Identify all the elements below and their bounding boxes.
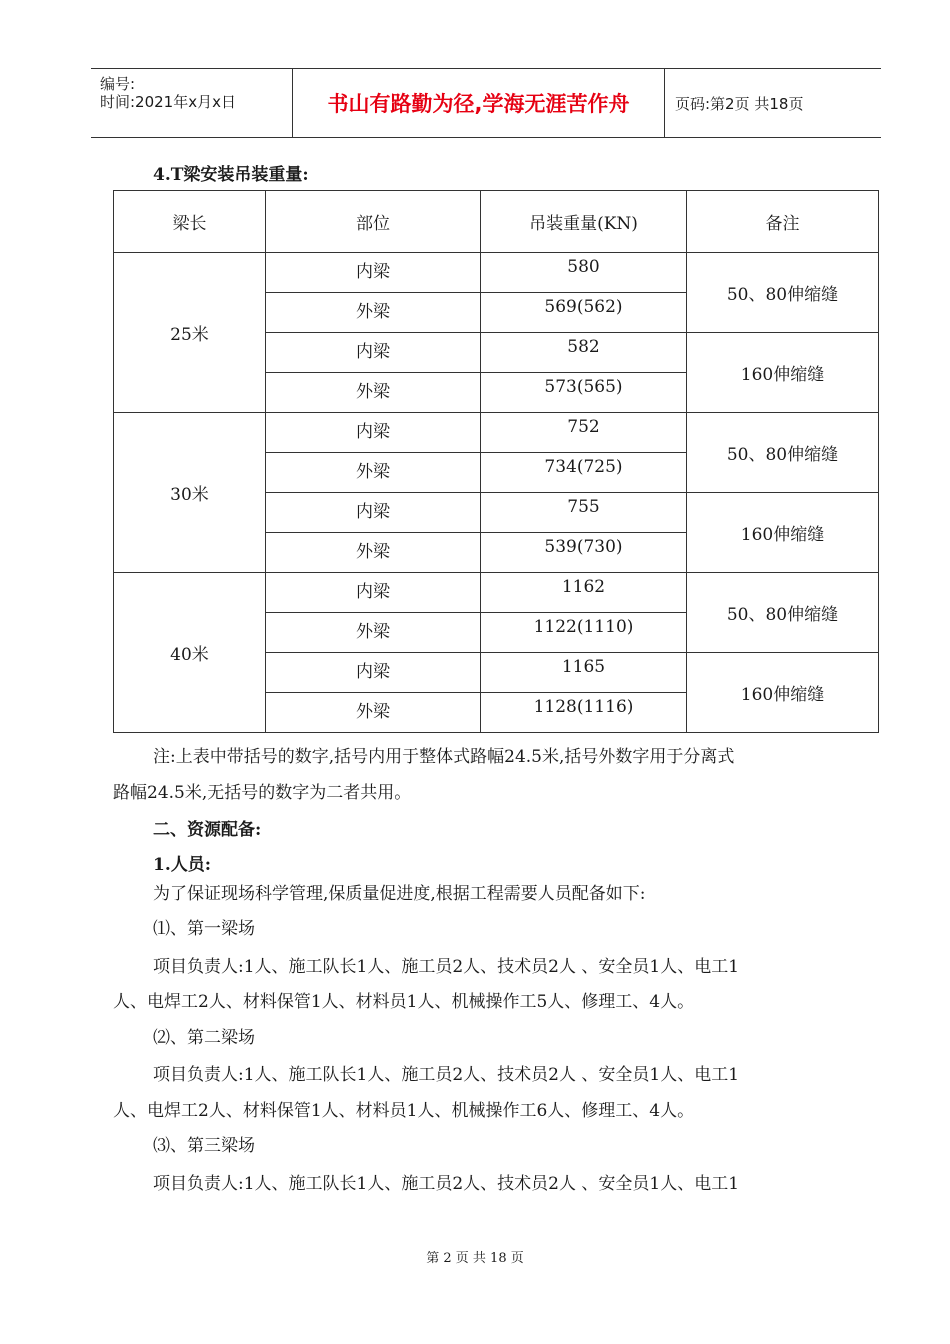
- part-cell: 内梁: [266, 493, 481, 533]
- part-cell: 内梁: [266, 573, 481, 613]
- table-row: [114, 413, 879, 453]
- paragraph-line: 人、电焊工2人、材料保管1人、材料员1人、机械操作工5人、修理工、4人。: [113, 992, 695, 1012]
- weight-cell: 752: [481, 413, 687, 453]
- table-note-line2: 路幅24.5米,无括号的数字为二者共用。: [113, 783, 412, 803]
- time-label: 时间:2021年x月x日: [100, 93, 236, 111]
- part-cell: 内梁: [266, 333, 481, 373]
- table-row: [114, 573, 879, 613]
- part-cell: 外梁: [266, 613, 481, 653]
- part-cell: 外梁: [266, 373, 481, 413]
- weight-cell: 1122(1110): [481, 613, 687, 653]
- paragraph-line: 项目负责人:1人、施工队长1人、施工员2人、技术员2人 、安全员1人、电工1: [153, 957, 740, 977]
- section-title: 二、资源配备:: [153, 820, 262, 840]
- beam-length-cell: 40米: [114, 573, 266, 733]
- part-cell: 外梁: [266, 453, 481, 493]
- yard-title: ⑵、第二梁场: [153, 1028, 255, 1048]
- yard-title: ⑴、第一梁场: [153, 919, 255, 939]
- note-cell: 50、80伸缩缝: [687, 253, 879, 333]
- document-header: [91, 68, 881, 138]
- note-cell: 160伸缩缝: [687, 333, 879, 413]
- part-cell: 外梁: [266, 693, 481, 733]
- weight-table: [113, 190, 879, 733]
- table-header-cell: 部位: [266, 191, 481, 253]
- weight-cell: 1162: [481, 573, 687, 613]
- paragraph-line: 项目负责人:1人、施工队长1人、施工员2人、技术员2人 、安全员1人、电工1: [153, 1065, 740, 1085]
- paragraph-line: 项目负责人:1人、施工队长1人、施工员2人、技术员2人 、安全员1人、电工1: [153, 1174, 740, 1194]
- table-header-cell: 备注: [687, 191, 879, 253]
- weight-cell: 755: [481, 493, 687, 533]
- beam-length-cell: 30米: [114, 413, 266, 573]
- weight-cell: 539(730): [481, 533, 687, 573]
- subsection-title: 1.人员:: [153, 855, 212, 875]
- part-cell: 外梁: [266, 533, 481, 573]
- code-label: 编号:: [100, 75, 136, 93]
- note-cell: 50、80伸缩缝: [687, 573, 879, 653]
- part-cell: 内梁: [266, 653, 481, 693]
- part-cell: 内梁: [266, 413, 481, 453]
- section-title: 4.T梁安装吊装重量:: [153, 165, 309, 185]
- paragraph: 为了保证现场科学管理,保质量促进度,根据工程需要人员配备如下:: [153, 884, 646, 904]
- paragraph-line: 人、电焊工2人、材料保管1人、材料员1人、机械操作工6人、修理工、4人。: [113, 1101, 695, 1121]
- header-motto: 书山有路勤为径,学海无涯苦作舟: [293, 69, 665, 137]
- weight-cell: 569(562): [481, 293, 687, 333]
- table-note-line1: 注:上表中带括号的数字,括号内用于整体式路幅24.5米,括号外数字用于分离式: [153, 747, 735, 767]
- beam-length-cell: 25米: [114, 253, 266, 413]
- header-page-label: 页码:第2页 共18页: [675, 94, 804, 113]
- weight-cell: 1128(1116): [481, 693, 687, 733]
- weight-cell: 734(725): [481, 453, 687, 493]
- table-header-cell: 吊装重量(KN): [481, 191, 687, 253]
- page-footer: 第 2 页 共 18 页: [426, 1251, 524, 1266]
- note-cell: 160伸缩缝: [687, 653, 879, 733]
- weight-cell: 1165: [481, 653, 687, 693]
- weight-cell: 573(565): [481, 373, 687, 413]
- header-info-cell: [91, 69, 293, 137]
- part-cell: 外梁: [266, 293, 481, 333]
- weight-cell: 582: [481, 333, 687, 373]
- part-cell: 内梁: [266, 253, 481, 293]
- table-header-cell: 梁长: [114, 191, 266, 253]
- table-header-row: [114, 191, 879, 253]
- note-cell: 50、80伸缩缝: [687, 413, 879, 493]
- yard-title: ⑶、第三梁场: [153, 1136, 255, 1156]
- note-cell: 160伸缩缝: [687, 493, 879, 573]
- weight-cell: 580: [481, 253, 687, 293]
- table-row: [114, 253, 879, 293]
